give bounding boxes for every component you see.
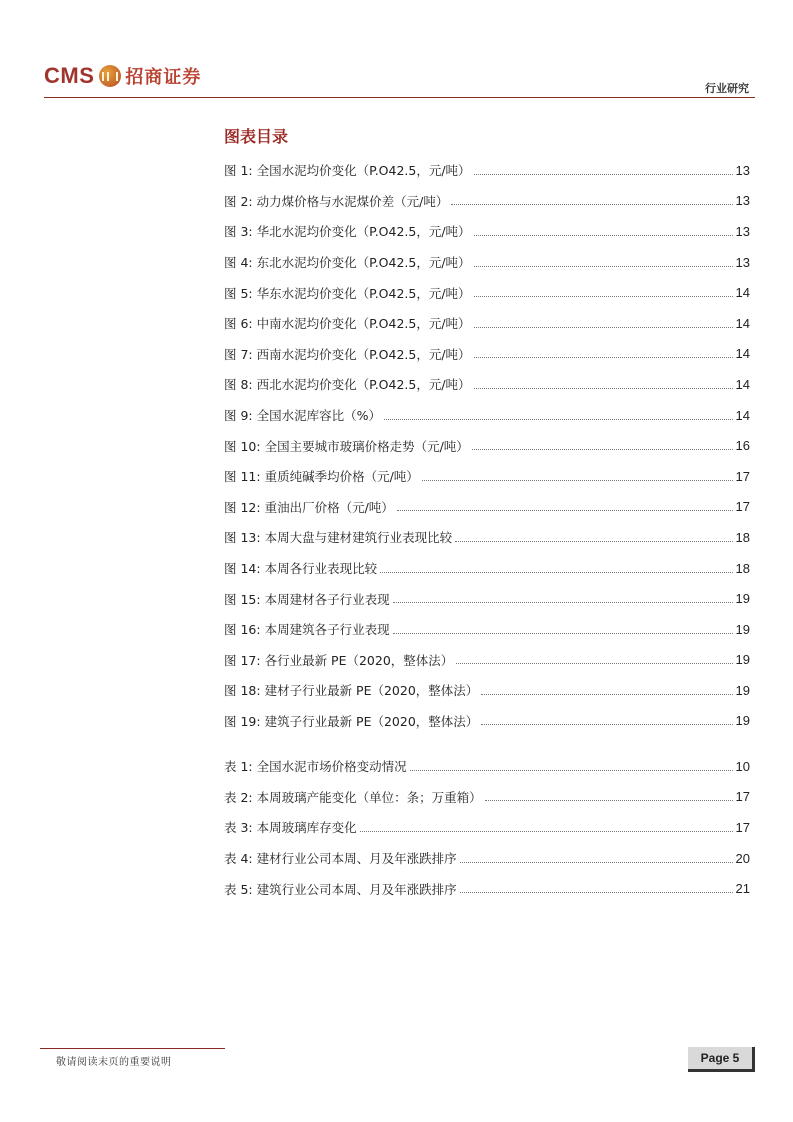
toc-leader-dots — [360, 831, 733, 832]
toc-entry-page: 18 — [735, 529, 750, 545]
toc-entry-label: 图 5: 华东水泥均价变化（P.O42.5，元/吨） — [224, 285, 471, 301]
toc-entry-page: 13 — [735, 162, 750, 178]
toc-entry-label: 表 1: 全国水泥市场价格变动情况 — [224, 759, 407, 775]
toc-entry[interactable] — [224, 216, 750, 247]
toc-entry-label: 图 12: 重油出厂价格（元/吨） — [224, 499, 394, 515]
toc-entry-label: 图 2: 动力煤价格与水泥煤价差（元/吨） — [224, 193, 449, 209]
footer-divider — [40, 1048, 225, 1049]
toc-entry[interactable] — [224, 706, 750, 737]
toc-entry-page: 14 — [735, 285, 750, 301]
toc-leader-dots — [474, 174, 733, 175]
toc-entry-page: 17 — [735, 789, 750, 805]
footer-disclaimer: 敬请阅读末页的重要说明 — [56, 1057, 172, 1068]
toc-entry-label: 图 3: 华北水泥均价变化（P.O42.5，元/吨） — [224, 224, 471, 240]
toc-entry-page: 13 — [735, 193, 750, 209]
toc-entry[interactable] — [224, 614, 750, 645]
toc-entry-page: 13 — [735, 254, 750, 270]
toc-entry-page: 19 — [735, 621, 750, 637]
toc-entry[interactable] — [224, 400, 750, 431]
toc-entry[interactable] — [224, 277, 750, 308]
toc-leader-dots — [460, 892, 733, 893]
toc-entry[interactable] — [224, 675, 750, 706]
toc-entry-page: 19 — [735, 591, 750, 607]
toc-leader-dots — [472, 449, 733, 450]
toc-entry-label: 图 15: 本周建材各子行业表现 — [224, 591, 390, 607]
toc-entry-page: 14 — [735, 376, 750, 392]
toc-entry-page: 13 — [735, 223, 750, 239]
toc-leader-dots — [451, 204, 732, 205]
toc-leader-dots — [474, 327, 733, 328]
toc-leader-dots — [474, 266, 733, 267]
toc-entry-page: 17 — [735, 819, 750, 835]
toc-entry[interactable] — [224, 873, 750, 904]
toc-leader-dots — [456, 663, 732, 664]
toc-entry-label: 图 16: 本周建筑各子行业表现 — [224, 622, 390, 638]
toc-entry[interactable] — [224, 155, 750, 186]
toc-entry-label: 图 9: 全国水泥库容比（%） — [224, 408, 381, 424]
header-divider — [44, 97, 755, 98]
toc-entry-page: 17 — [735, 499, 750, 515]
toc-leader-dots — [384, 419, 733, 420]
toc-entry-label: 图 7: 西南水泥均价变化（P.O42.5，元/吨） — [224, 346, 471, 362]
toc-leader-dots — [474, 357, 733, 358]
toc-leader-dots — [485, 800, 733, 801]
toc-entry-page: 14 — [735, 407, 750, 423]
toc-entry-label: 图 8: 西北水泥均价变化（P.O42.5，元/吨） — [224, 377, 471, 393]
toc-entry-page: 19 — [735, 713, 750, 729]
toc-entry-label: 图 18: 建材子行业最新 PE（2020，整体法） — [224, 683, 479, 699]
toc-leader-dots — [410, 770, 733, 771]
toc-entry[interactable] — [224, 430, 750, 461]
logo-chinese-name: 招商证券 — [125, 67, 202, 88]
toc-entry-label: 图 11: 重质纯碱季均价格（元/吨） — [224, 469, 419, 485]
toc-entry-page: 19 — [735, 652, 750, 668]
logo-emblem-icon — [99, 65, 121, 87]
toc-leader-dots — [474, 235, 733, 236]
toc-entry-label: 表 4: 建材行业公司本周、月及年涨跌排序 — [224, 851, 457, 867]
toc-leader-dots — [380, 572, 732, 573]
toc-leader-dots — [481, 724, 732, 725]
toc-leader-dots — [422, 480, 733, 481]
page-number: Page 5 — [688, 1047, 755, 1072]
toc-entry[interactable] — [224, 645, 750, 676]
toc-entry-label: 图 13: 本周大盘与建材建筑行业表现比较 — [224, 530, 453, 546]
table-list — [224, 751, 750, 904]
company-logo — [44, 62, 201, 90]
toc-entry-page: 20 — [735, 850, 750, 866]
toc-entry[interactable] — [224, 522, 750, 553]
toc-entry[interactable] — [224, 812, 750, 843]
toc-entry-label: 表 2: 本周玻璃产能变化（单位：条；万重箱） — [224, 789, 482, 805]
toc-leader-dots — [460, 862, 733, 863]
toc-leader-dots — [474, 296, 733, 297]
logo-text: CMS — [44, 63, 95, 88]
toc-entry-label: 图 10: 全国主要城市玻璃价格走势（元/吨） — [224, 438, 469, 454]
toc-entry[interactable] — [224, 369, 750, 400]
toc-entry-label: 图 17: 各行业最新 PE（2020，整体法） — [224, 652, 454, 668]
toc-entry-label: 图 1: 全国水泥均价变化（P.O42.5，元/吨） — [224, 163, 471, 179]
toc-entry-page: 10 — [735, 758, 750, 774]
toc-entry[interactable] — [224, 843, 750, 874]
toc-entry-label: 表 3: 本周玻璃库存变化 — [224, 820, 357, 836]
toc-entry-page: 21 — [735, 881, 750, 897]
toc-entry[interactable] — [224, 247, 750, 278]
toc-entry[interactable] — [224, 186, 750, 217]
toc-entry[interactable] — [224, 782, 750, 813]
toc-entry-page: 17 — [735, 468, 750, 484]
page-header — [0, 0, 793, 100]
toc-entry-label: 图 6: 中南水泥均价变化（P.O42.5，元/吨） — [224, 316, 471, 332]
toc-entry-label: 图 4: 东北水泥均价变化（P.O42.5，元/吨） — [224, 255, 471, 271]
toc-entry[interactable] — [224, 553, 750, 584]
toc-entry[interactable] — [224, 583, 750, 614]
toc-entry-label: 图 19: 建筑子行业最新 PE（2020，整体法） — [224, 713, 479, 729]
toc-leader-dots — [474, 388, 733, 389]
toc-entry[interactable] — [224, 339, 750, 370]
toc-leader-dots — [481, 694, 732, 695]
toc-leader-dots — [397, 510, 733, 511]
toc-entry-page: 14 — [735, 315, 750, 331]
toc-title: 图表目录 — [224, 127, 289, 146]
toc-entry[interactable] — [224, 461, 750, 492]
toc-entry-page: 16 — [735, 438, 750, 454]
section-label: 行业研究 — [705, 82, 749, 95]
figure-list — [224, 155, 750, 736]
toc-entry-label: 表 5: 建筑行业公司本周、月及年涨跌排序 — [224, 881, 457, 897]
toc-leader-dots — [455, 541, 732, 542]
toc-entry-page: 18 — [735, 560, 750, 576]
toc-entry[interactable] — [224, 751, 750, 782]
toc-leader-dots — [393, 633, 733, 634]
toc-entry[interactable] — [224, 308, 750, 339]
toc-leader-dots — [393, 602, 733, 603]
toc-entry-page: 14 — [735, 346, 750, 362]
toc-entry-label: 图 14: 本周各行业表现比较 — [224, 561, 378, 577]
toc-entry-page: 19 — [735, 682, 750, 698]
toc-entry[interactable] — [224, 492, 750, 523]
